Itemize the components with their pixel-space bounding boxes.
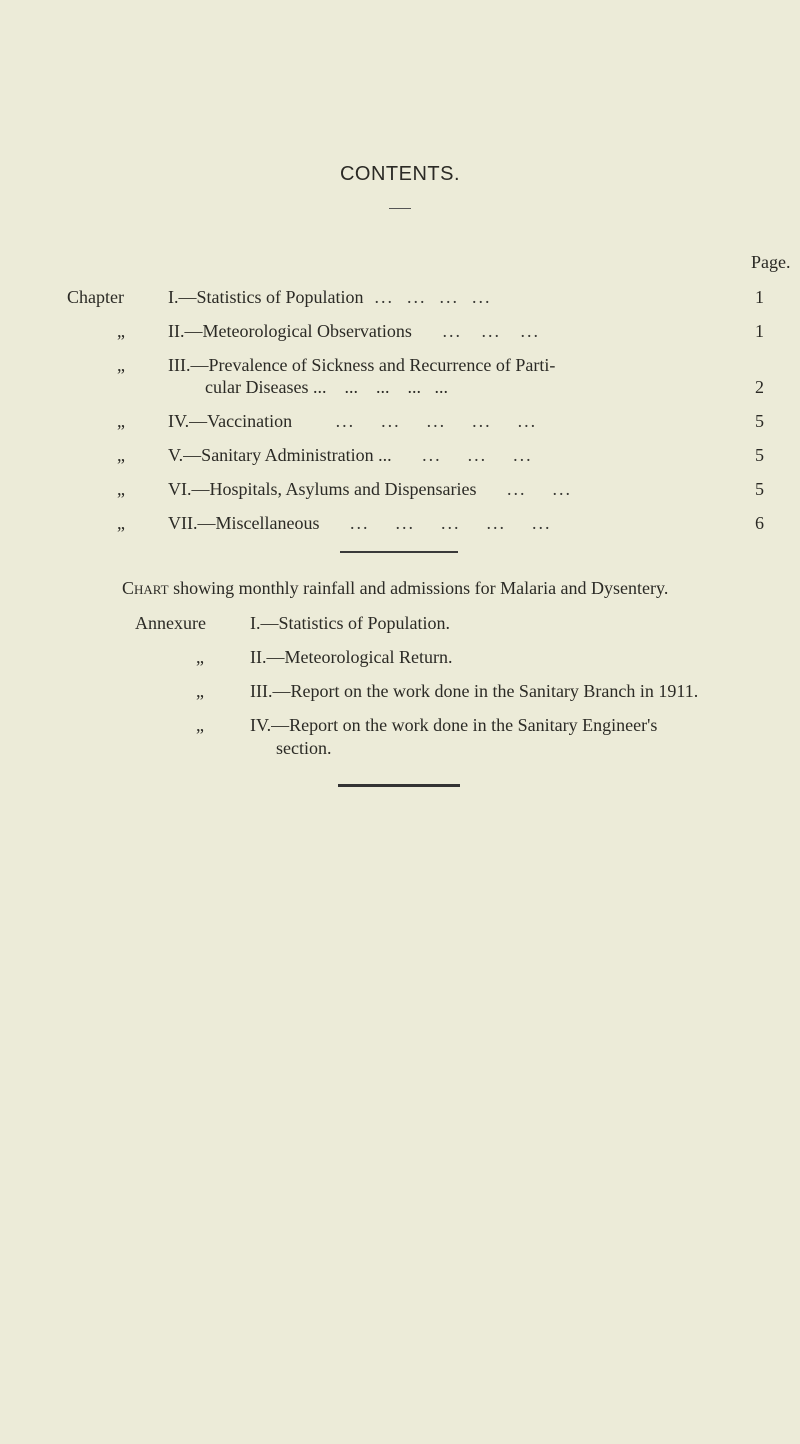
chapter-label: VI.—Hospitals, Asylums and Dispensaries ... ... [168, 479, 572, 499]
ditto-mark: „ [117, 355, 125, 375]
chapter-page-number: 1 [755, 321, 764, 341]
page-title: CONTENTS. [339, 163, 461, 185]
chapter-label: IV.—Vaccination ... ... ... ... ... [168, 411, 538, 431]
chart-description: showing monthly rainfall and admissions for Malaria and Dysentery. [173, 578, 669, 598]
annexure-item-4-continued: section. [276, 738, 332, 758]
ditto-mark: „ [117, 411, 125, 431]
chapter-page-number: 5 [755, 411, 764, 431]
chapter-page-number: 5 [755, 479, 764, 499]
title-dash [389, 208, 411, 209]
chapter-label: I.—Statistics of Population ... ... ... ... [168, 287, 492, 307]
section-divider [340, 551, 458, 553]
annexure-item-4: IV.—Report on the work done in the Sanitary Engineer's [250, 715, 658, 735]
end-divider [338, 784, 460, 787]
annexure-prefix: Annexure [135, 613, 206, 633]
chapter-prefix: Chapter [67, 287, 124, 307]
chapter-label: III.—Prevalence of Sickness and Recurrence of Parti- [168, 355, 556, 375]
chapter-page-number: 6 [755, 513, 764, 533]
chapter-page-number: 2 [755, 377, 764, 397]
annexure-item-2: II.—Meteorological Return. [250, 647, 453, 667]
page-column-header: Page. [751, 252, 791, 272]
chart-entry [122, 578, 742, 599]
ditto-mark: „ [196, 715, 204, 735]
chapter-page-number: 5 [755, 445, 764, 465]
chapter-page-number: 1 [755, 287, 764, 307]
ditto-mark: „ [196, 647, 204, 667]
chapter-label: VII.—Miscellaneous ... ... ... ... ... [168, 513, 552, 533]
chapter-label: II.—Meteorological Observations ... ... ... [168, 321, 540, 341]
chapter-label: V.—Sanitary Administration ... ... ... ... [168, 445, 533, 465]
chart-lead-word: Chart [122, 578, 169, 598]
ditto-mark: „ [117, 321, 125, 341]
chapter-label-continued: cular Diseases ... ... ... ... ... [205, 377, 448, 397]
ditto-mark: „ [117, 479, 125, 499]
ditto-mark: „ [117, 513, 125, 533]
ditto-mark: „ [117, 445, 125, 465]
annexure-item-1: I.—Statistics of Population. [250, 613, 450, 633]
ditto-mark: „ [196, 681, 204, 701]
annexure-item-3: III.—Report on the work done in the Sanitary Branch in 1911. [250, 681, 699, 701]
